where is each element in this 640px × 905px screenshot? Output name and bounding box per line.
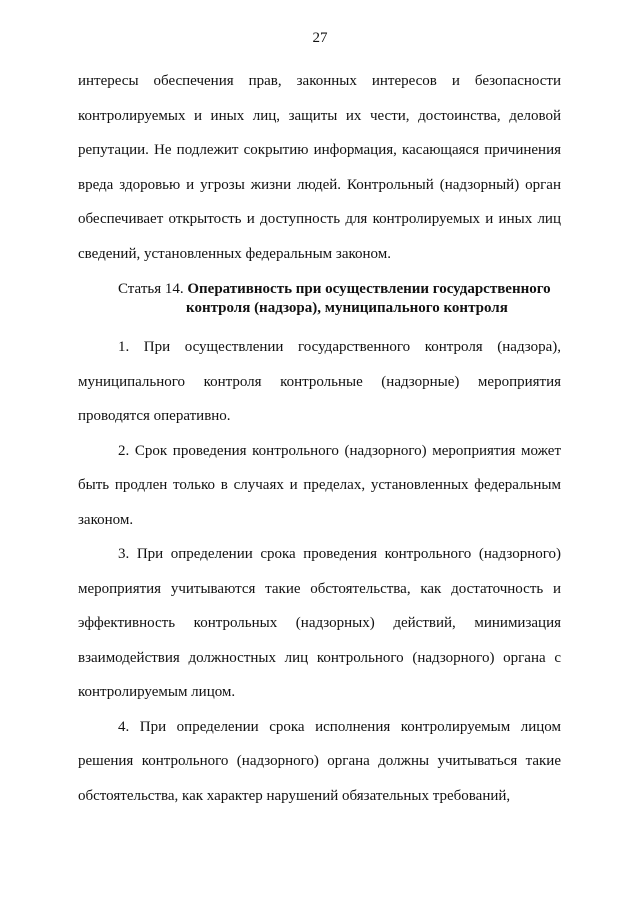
continuation-paragraph: интересы обеспечения прав, законных интересов и безопасности контролируемых и иных лиц, защиты их чести, достоинства, деловой репутации. Не подлежит сокрытию информация, касающаяся причинения вреда здоровью и угрозы жизни людей. Контрольный (надзорный) орган обеспечивает открытость и доступность для контролируемых и иных лиц сведений, установленных федеральным законом. [78,73,561,262]
article-label: Статья 14. [118,281,184,297]
document-body [78,64,561,813]
article-title-line2: контроля (надзора), муниципального контроля [186,300,508,316]
paragraph-4: 4. При определении срока исполнения контролируемым лицом решения контрольного (надзорного) органа должны учитываться такие обстоятельства, как характер нарушений обязательных требований, [78,718,561,804]
paragraph-2: 2. Срок проведения контрольного (надзорного) мероприятия может быть продлен только в случаях и пределах, установленных федеральным законом. [78,442,561,528]
article-title-line1: Оперативность при осуществлении государственного [187,281,551,297]
paragraph-1: 1. При осуществлении государственного контроля (надзора), муниципального контроля контрольные (надзорные) мероприятия проводятся оперативно. [78,339,561,424]
page-number: 27 [312,30,328,46]
article-heading [78,280,561,318]
paragraph-3: 3. При определении срока проведения контрольного (надзорного) мероприятия учитываются такие обстоятельства, как достаточность и эффективность контрольных (надзорных) действий, минимизация взаимодействия должностных лиц контрольного (надзорного) органа с контролируемым лицом. [78,546,561,700]
